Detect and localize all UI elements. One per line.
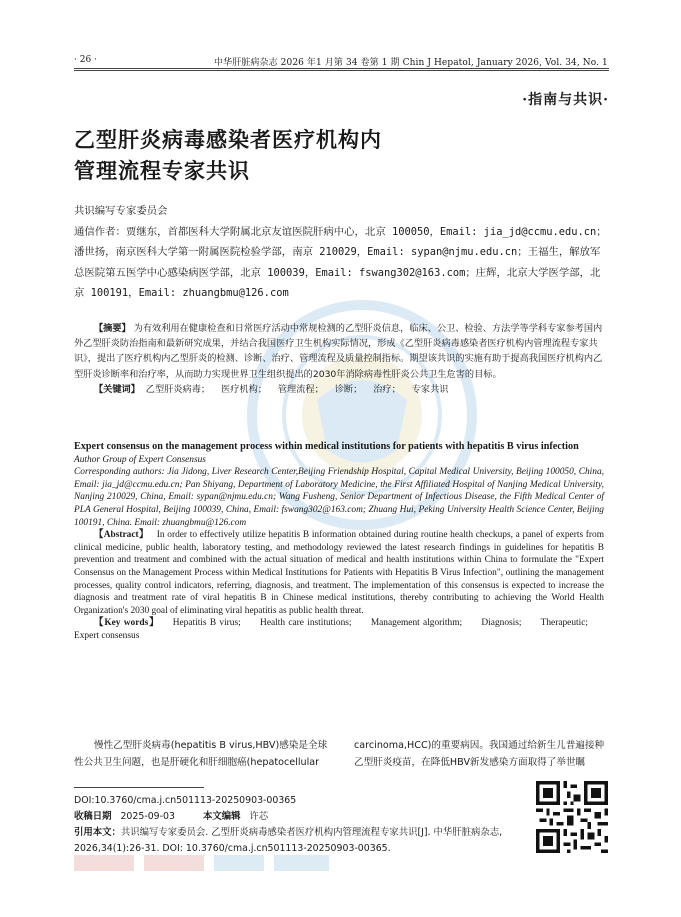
journal-header: 中华肝脏病杂志 2026 年1 月第 34 卷第 1 期 Chin J Hepatol, January 2026, Vol. 34, No. 1 xyxy=(214,58,608,68)
header-rule xyxy=(74,68,609,69)
english-keywords-label: 【Key words】 xyxy=(94,618,160,629)
section-tag: ·指南与共识· xyxy=(522,92,609,108)
footnote xyxy=(74,793,524,857)
keyword-zh: 乙型肝炎病毒； xyxy=(145,383,211,395)
keyword-en: Expert consensus xyxy=(74,630,140,641)
title-line-2: 管理流程专家共识 xyxy=(74,158,250,183)
keyword-en: Diagnosis; xyxy=(481,618,522,629)
body-column-2: carcinoma,HCC)的重要病因。我国通过给新生儿普遍接种乙型肝炎疫苗，在降低HBV新发感染方面取得了举世瞩 xyxy=(354,740,605,769)
english-abstract-block xyxy=(74,441,604,643)
doi[interactable]: DOI:10.3760/cma.j.cn501113-20250903-00365 xyxy=(74,795,297,806)
english-corresponding-authors: Corresponding authors: Jia Jidong, Liver Research Center,Beijing Friendship Hospital, Capital Medical University, Beijing 100050, China, Email: jia_jd@ccmu.edu.cn; Pan Shiyang, Department of Laboratory Medicine, the First Affiliated Hospital of Nanjing Medical University, Nanjing 210029, China, Email: sypan@njmu.edu.cn; Wang Fusheng, Senior Department of Infectious Disease, the Fifth Medical Center of PLA General Hospital, Beijing 100039, China, Email: fswang302@163.com; Zhuang Hui, Peking University Health Science Center, Beijing 100191, China. Email: zhuangbmu@126.com xyxy=(74,467,604,528)
header-rule-double xyxy=(74,70,609,71)
keywords-label-zh: 【关键词】 xyxy=(94,383,140,395)
keywords-zh xyxy=(74,382,610,397)
body-column-1: 慢性乙型肝炎病毒(hepatitis B virus,HBV)感染是全球性公共卫生问题，也是肝硬化和肝细胞癌(hepatocellular xyxy=(74,740,328,769)
english-author-group: Author Group of Expert Consensus xyxy=(74,454,206,465)
keyword-en: Therapeutic; xyxy=(540,618,589,629)
qr-code-icon[interactable] xyxy=(536,781,608,853)
abstract-label-zh: 【摘要】 xyxy=(94,323,131,334)
editor-name: 许芯 xyxy=(249,811,269,822)
keyword-zh: 医疗机构； xyxy=(221,383,267,395)
english-title: Expert consensus on the management process within medical institutions for patients with hepatitis B virus infection xyxy=(74,441,579,452)
keyword-zh: 治疗； xyxy=(373,383,401,395)
keyword-zh: 诊断； xyxy=(334,383,363,395)
cite-text: 共识编写专家委员会. 乙型肝炎病毒感染者医疗机构内管理流程专家共识[J]. 中华肝脏病杂志, 2026,34(1):26-31. DOI: 10.3760/cma.j.cn501113-20250903-00365. xyxy=(74,827,503,854)
keyword-en: Hepatitis B virus; xyxy=(172,618,241,629)
title-line-1: 乙型肝炎病毒感染者医疗机构内 xyxy=(74,127,382,152)
publisher-seal-icon xyxy=(74,853,334,873)
received-label: 收稿日期 xyxy=(74,811,112,822)
abstract-zh xyxy=(74,321,610,397)
keyword-en: Management algorithm; xyxy=(370,618,463,629)
corresponding-authors-zh: 通信作者：贾继东，首都医科大学附属北京友谊医院肝病中心，北京 100050，Email: jia_jd@ccmu.edu.cn；潘世扬，南京医科大学第一附属医院检验学部，南京 210029，Email: sypan@njmu.edu.cn；王福生，解放军总医院第五医学中心感染病医学部，北京 100039，Email: fswang302@163.com；庄辉，北京大学医学部，北京 100191，Email: zhuangbmu@126.com xyxy=(74,225,607,300)
page-number: · 26 · xyxy=(74,55,97,65)
abstract-text-zh: 为有效利用在健康检查和日常医疗活动中常规检测的乙型肝炎信息，临床、公卫、检验、方法学等学科专家参考国内外乙型肝炎防治指南和最新研究成果，并结合我国医疗卫生机构实际情况，形成《乙型肝炎病毒感染者医疗机构内管理流程专家共识》，提出了医疗机构内乙型肝炎的检测、诊断、治疗、管理流程及质量控制指标。期望该共识的实施有助于提高我国医疗机构内乙型肝炎诊断率和治疗率，从而助力实现世界卫生组织提出的2030年消除病毒性肝炎公共卫生危害的目标。 xyxy=(74,323,603,380)
received-date: 2025-09-03 xyxy=(120,811,175,822)
english-abstract xyxy=(74,529,604,617)
authors-zh xyxy=(74,201,610,304)
cite-label: 引用本文： xyxy=(74,827,121,838)
keyword-en: Health care institutions; xyxy=(260,618,352,629)
english-abstract-label: 【Abstract】 xyxy=(94,530,149,541)
keyword-zh: 专家共识 xyxy=(411,383,449,395)
english-abstract-text: In order to effectively utilize hepatitis B information obtained during routine health checkups, a panel of experts from clinical medicine, public health, laboratory testing, and methodology reviewed the latest research findings in guidelines for hepatitis B prevention and treatment and combined with the actual situation of medical and health institutions within China to formulate the "Expert Consensus on the Management Process within Medical Institutions for Patients with Hepatitis B Virus Infection", outlining the management processes, quality control indicators, referring, diagnosis, and treatment. The implementation of this consensus is expected to increase the diagnosis and treatment rate of viral hepatitis B in Chinese medical institutions, thereby contributing to achieving the World Health Organization's 2030 goal of eliminating viral hepatitis as public health threat. xyxy=(74,530,605,616)
footnote-rule xyxy=(74,787,204,788)
english-keywords xyxy=(74,617,604,642)
editor-label: 本文编辑 xyxy=(202,811,241,822)
article-title xyxy=(74,124,382,186)
author-group-zh: 共识编写专家委员会 xyxy=(74,205,168,217)
keyword-zh: 管理流程； xyxy=(277,383,324,395)
